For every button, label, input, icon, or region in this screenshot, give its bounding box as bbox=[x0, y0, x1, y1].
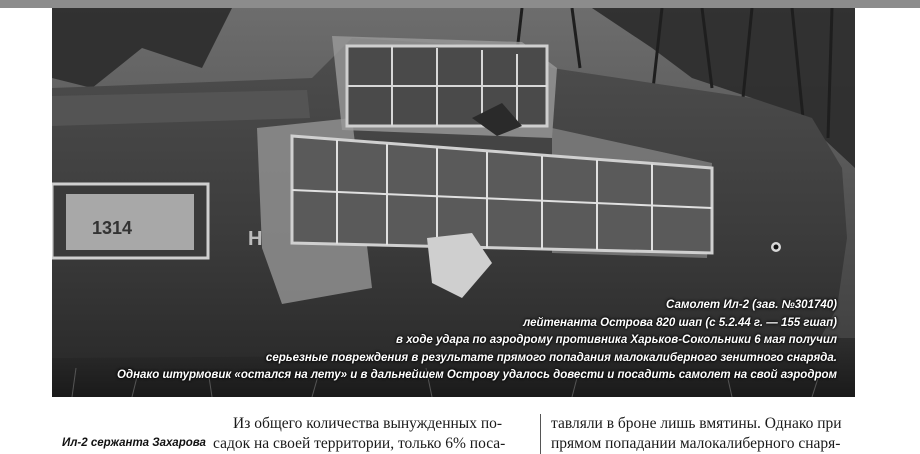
caption-line: Однако штурмовик «остался на лету» и в дальнейшем Острову удалось довести и посадить самолет на свой аэродром bbox=[117, 369, 837, 382]
caption-line: серьезные повреждения в результате прямого попадания малокалиберного зенитного снаряда. bbox=[265, 351, 837, 364]
column-divider bbox=[540, 414, 541, 454]
caption-line: в ходе удара по аэродрому противника Харьков-Сокольники 6 мая получил bbox=[396, 334, 837, 347]
caption-line: Самолет Ил-2 (зав. №301740) bbox=[666, 299, 837, 312]
body-text-line: садок на своей территории, только 6% поса- bbox=[213, 435, 506, 452]
side-caption: Ил-2 сержанта Захарова bbox=[62, 437, 206, 449]
body-column-2 bbox=[551, 414, 856, 454]
body-text-line: прямом попадании малокалиберного снаря- bbox=[551, 435, 841, 452]
aircraft-wreck-photo bbox=[52, 8, 855, 397]
body-text-line: тавляли в броне лишь вмятины. Однако при bbox=[551, 415, 842, 432]
marking-1314: 1314 bbox=[92, 218, 133, 238]
caption-line: лейтенанта Острова 820 шап (с 5.2.44 г. — 155 гшап) bbox=[523, 316, 837, 329]
marking-h: H bbox=[248, 228, 263, 250]
photo-caption bbox=[117, 297, 837, 385]
body-text-line: Из общего количества вынужденных по- bbox=[233, 415, 503, 432]
body-column-1 bbox=[213, 414, 531, 454]
top-gray-bar bbox=[0, 0, 920, 8]
